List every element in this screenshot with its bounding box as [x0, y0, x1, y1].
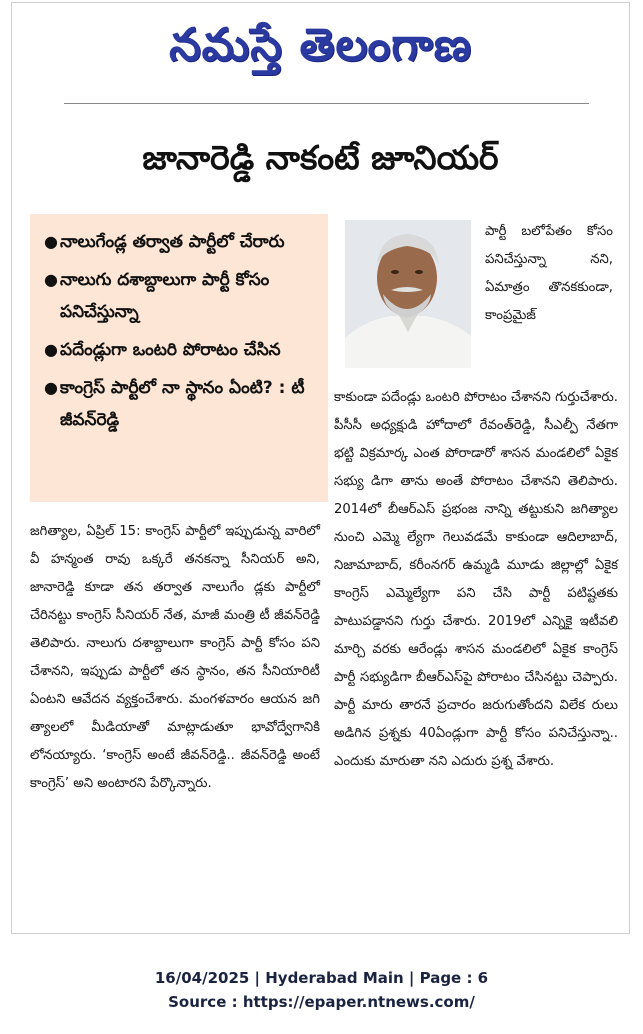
- article-body-right: కాకుండా పదేండ్లు ఒంటరి పోరాటం చేశానని గుర్తుచేశారు. పీసీసీ అధ్యక్షుడి హోదాలో రేవంత్‌రెడ్డి, సీఎల్పీ నేతగా భట్టి విక్రమార్క ఎంత పోరాడారో శాసన మండలిలో ఏకైక సభ్యు డిగా తాను అంతే పోరాటం చేశానని తెలిపారు. 2014లో బీఆర్‌ఎస్ ప్రభంజ నాన్ని తట్టుకుని జగిత్యాల నుంచి ఎమ్మె ల్యేగా గెలువడమే కాకుండా ఆదిలాబాద్, నిజామాబాద్, కరీంనగర్ ఉమ్మడి మూడు జిల్లాల్లో ఏకైక కాంగ్రెస్ ఎమ్మెల్యేగా పని చేసి పార్టీ పటిష్టతకు పాటుపడ్డానని గుర్తు చేశారు. 2019లో ఎన్నికై ఇటీవలి మార్చి వరకు ఆరేండ్లు శాసన మండలిలో ఏకైక కాంగ్రెస్ పార్టీ సభ్యుడిగా బీఆర్‌ఎస్‌పై పోరాటం చేసినట్టు చెప్పారు. పార్టీ మారు తారనే ప్రచారం జరుగుతోందని విలేక రులు అడిగిన ప్రశ్నకు 40ఏండ్లుగా పార్టీ కోసం పనిచేస్తున్నా.. ఎందుకు మారుతా నని ఎదురు ప్రశ్న వేశారు.: [334, 390, 618, 769]
- article-body-right-top: పార్టీ బలోపేతం కోసం పనిచేస్తున్నా నని, ఏమాత్రం తొనకకుండా, కాంప్రమైజ్: [485, 224, 613, 323]
- bullet-icon: ●: [44, 232, 58, 251]
- highlight-item: [44, 264, 318, 328]
- article-headline: జానారెడ్డి నాకంటే జూనియర్: [142, 138, 499, 177]
- bullet-icon: ●: [44, 378, 58, 397]
- edition-info: 16/04/2025 | Hyderabad Main | Page : 6: [154, 969, 489, 987]
- edition-footer: [0, 966, 643, 1014]
- highlight-item: [44, 226, 318, 258]
- politician-photo: [345, 220, 471, 368]
- highlights-box: [30, 214, 328, 502]
- bullet-icon: ●: [44, 270, 58, 289]
- highlight-item: [44, 334, 318, 366]
- newspaper-masthead: నమస్తే తెలంగాణ: [169, 18, 472, 71]
- portrait-image: [345, 220, 471, 368]
- highlight-text: కాంగ్రెస్ పార్టీలో నా స్థానం ఏంటి? : టీ జీవన్‌రెడ్డి: [60, 378, 305, 430]
- masthead-divider: [64, 103, 589, 104]
- highlight-text: నాలుగు దశాబ్దాలుగా పార్టీ కోసం పనిచేస్తున్నా: [60, 270, 270, 322]
- highlight-item: [44, 372, 318, 436]
- bullet-icon: ●: [44, 340, 58, 359]
- source-url: Source : https://epaper.ntnews.com/: [168, 993, 475, 1011]
- article-body-left: జగిత్యాల, ఏప్రిల్ 15: కాంగ్రెస్ పార్టీలో ఇప్పుడున్న వారిలో వీ హన్మంత రావు ఒక్కరే తనకన్నా సీనియర్ అని, జానారెడ్డి కూడా తన తర్వాత నాలుగేం డ్లకు పార్టీలో చేరినట్టు కాంగ్రెస్ సీనియర్ నేత, మాజీ మంత్రి టీ జీవన్‌రెడ్డి తెలిపారు. నాలుగు దశాబ్దాలుగా కాంగ్రెస్ పార్టీ కోసం పని చేశానని, ఇప్పుడు పార్టీలో తన స్థానం, తన సీనియారిటీ ఏంటని ఆవేదన వ్యక్తంచేశారు. మంగళవారం ఆయన జగి త్యాలలో మీడియాతో మాట్లాడుతూ భావోద్వేగానికి లోనయ్యారు. ‘కాంగ్రెస్ అంటే జీవన్‌రెడ్డి.. జీవన్‌రెడ్డి అంటే కాంగ్రెస్’ అని అంటారని పేర్కొన్నారు.: [30, 524, 320, 791]
- highlight-text: నాలుగేండ్ల తర్వాత పార్టీలో చేరారు: [60, 232, 285, 252]
- highlight-text: పదేండ్లుగా ఒంటరి పోరాటం చేసిన: [60, 340, 281, 360]
